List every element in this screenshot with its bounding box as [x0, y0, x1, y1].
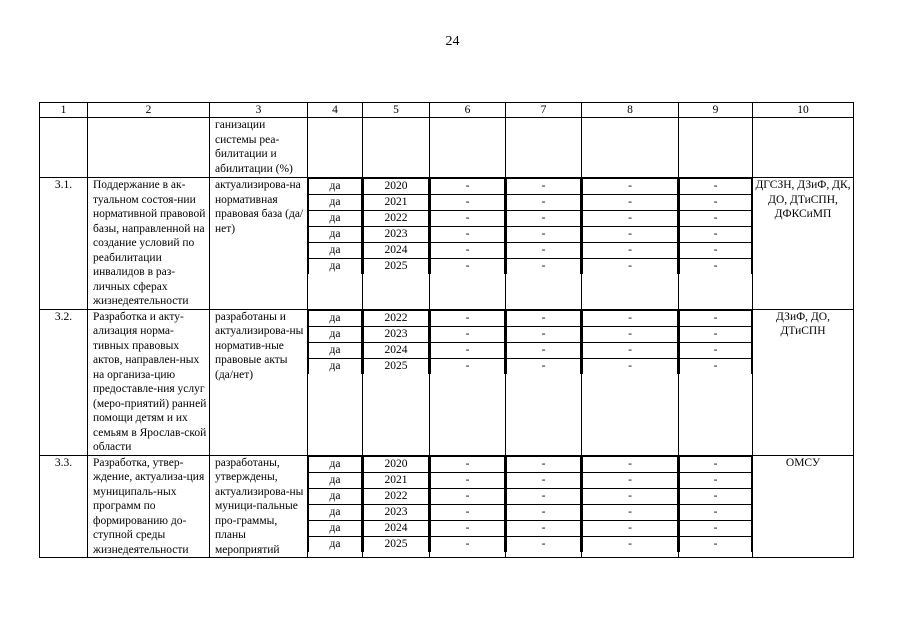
year-line	[583, 195, 678, 211]
year-line	[507, 342, 581, 358]
column-header: 2	[88, 103, 210, 118]
year-line	[309, 195, 362, 211]
value-cell: -	[583, 179, 678, 195]
year-values	[363, 178, 429, 274]
indicator-cell: разработаны, утверждены, актуализирова-ны муници-пальные про-граммы, планы мероприятий	[210, 455, 308, 558]
year-line	[309, 310, 362, 326]
year-line	[507, 472, 581, 488]
value-cell: -	[431, 179, 505, 195]
year-line	[583, 259, 678, 275]
year-line	[431, 179, 505, 195]
value-cell: -	[431, 243, 505, 259]
executors-cell: ОМСУ	[753, 455, 854, 558]
value-cell: -	[680, 456, 752, 472]
year-line	[309, 326, 362, 342]
year-values-column	[506, 455, 582, 558]
year-line	[680, 520, 752, 536]
year-values	[308, 178, 362, 274]
value-cell: 2023	[364, 504, 429, 520]
year-line	[680, 310, 752, 326]
year-values-column	[430, 455, 506, 558]
year-line	[431, 504, 505, 520]
value-cell: -	[507, 488, 581, 504]
year-line	[364, 259, 429, 275]
value-cell: -	[680, 326, 752, 342]
year-line	[364, 310, 429, 326]
year-line	[507, 520, 581, 536]
column-header: 9	[679, 103, 753, 118]
year-line	[507, 243, 581, 259]
value-cell: 2022	[364, 488, 429, 504]
year-line	[583, 326, 678, 342]
column-header: 3	[210, 103, 308, 118]
year-line	[431, 456, 505, 472]
column-header: 1	[40, 103, 88, 118]
value-cell: 2023	[364, 326, 429, 342]
year-line	[583, 488, 678, 504]
value-cell: -	[680, 358, 752, 374]
value-cell: да	[309, 520, 362, 536]
year-line	[431, 342, 505, 358]
year-line	[431, 243, 505, 259]
value-cell: -	[431, 520, 505, 536]
year-line	[309, 504, 362, 520]
year-line	[507, 195, 581, 211]
year-line	[364, 342, 429, 358]
year-line	[431, 310, 505, 326]
year-line	[583, 536, 678, 552]
year-line	[309, 358, 362, 374]
header-row	[40, 103, 854, 118]
value-cell: -	[507, 259, 581, 275]
value-cell: -	[507, 358, 581, 374]
value-cell: 2022	[364, 211, 429, 227]
measure-row	[40, 455, 854, 558]
year-line	[583, 243, 678, 259]
column-header: 7	[506, 103, 582, 118]
year-line	[583, 358, 678, 374]
value-cell: -	[431, 259, 505, 275]
year-line	[680, 211, 752, 227]
year-line	[583, 472, 678, 488]
value-cell: -	[507, 504, 581, 520]
value-cell: -	[583, 456, 678, 472]
year-line	[364, 536, 429, 552]
value-cell: -	[583, 488, 678, 504]
year-line	[680, 259, 752, 275]
value-cell: 2025	[364, 259, 429, 275]
value-cell: -	[431, 326, 505, 342]
value-cell: -	[680, 310, 752, 326]
measure-name: Разработка и акту-ализация норма-тивных правовых актов, направлен-ных на организа-цию предоставле-ния услуг (меро-приятий) ранней помощи детям и их семьям в Ярослав-ской области	[88, 309, 210, 455]
year-line	[507, 310, 581, 326]
value-cell: -	[680, 195, 752, 211]
value-cell: -	[431, 195, 505, 211]
year-values-column	[363, 455, 430, 558]
year-values	[582, 310, 678, 374]
continuation-row	[40, 118, 854, 178]
year-line	[431, 358, 505, 374]
year-line	[364, 472, 429, 488]
value-cell: 2024	[364, 520, 429, 536]
value-cell: -	[680, 488, 752, 504]
value-cell: 2022	[364, 310, 429, 326]
value-cell: -	[583, 342, 678, 358]
year-values-column	[308, 178, 363, 310]
value-cell: да	[309, 536, 362, 552]
value-cell: -	[431, 358, 505, 374]
year-values-column	[430, 178, 506, 310]
year-line	[431, 211, 505, 227]
value-cell: да	[309, 342, 362, 358]
year-line	[680, 195, 752, 211]
value-cell: 2025	[364, 536, 429, 552]
value-cell: -	[507, 536, 581, 552]
year-values	[506, 456, 581, 552]
value-cell: -	[680, 179, 752, 195]
value-cell: -	[583, 536, 678, 552]
value-cell: 2021	[364, 472, 429, 488]
year-line	[680, 342, 752, 358]
measure-row	[40, 309, 854, 455]
year-line	[431, 326, 505, 342]
column-header: 4	[308, 103, 363, 118]
value-cell: -	[431, 536, 505, 552]
year-line	[309, 456, 362, 472]
value-cell: -	[680, 504, 752, 520]
year-line	[583, 310, 678, 326]
year-line	[507, 326, 581, 342]
year-line	[431, 472, 505, 488]
year-values-column	[308, 309, 363, 455]
year-line	[364, 243, 429, 259]
value-cell: -	[431, 342, 505, 358]
year-line	[507, 227, 581, 243]
value-cell: -	[680, 243, 752, 259]
value-cell: -	[583, 326, 678, 342]
value-cell: да	[309, 259, 362, 275]
year-values-column	[582, 309, 679, 455]
year-values-column	[363, 178, 430, 310]
value-cell: -	[507, 326, 581, 342]
value-cell: -	[507, 456, 581, 472]
value-cell: -	[583, 227, 678, 243]
year-line	[431, 195, 505, 211]
year-line	[583, 211, 678, 227]
year-line	[507, 179, 581, 195]
measures-table	[39, 102, 854, 558]
value-cell: -	[507, 472, 581, 488]
year-line	[680, 326, 752, 342]
year-values	[679, 456, 752, 552]
value-cell: да	[309, 227, 362, 243]
value-cell: да	[309, 504, 362, 520]
value-cell: да	[309, 472, 362, 488]
value-cell: 2020	[364, 179, 429, 195]
year-line	[309, 211, 362, 227]
year-line	[583, 520, 678, 536]
year-line	[431, 259, 505, 275]
year-line	[309, 342, 362, 358]
year-line	[364, 504, 429, 520]
year-line	[680, 456, 752, 472]
year-values	[308, 456, 362, 552]
value-cell: 2023	[364, 227, 429, 243]
value-cell: да	[309, 326, 362, 342]
year-line	[680, 536, 752, 552]
indicator-cell: разработаны и актуализирова-ны норматив-ные правовые акты (да/нет)	[210, 309, 308, 455]
year-line	[309, 520, 362, 536]
value-cell: -	[583, 310, 678, 326]
year-line	[309, 259, 362, 275]
year-line	[364, 211, 429, 227]
value-cell: -	[680, 520, 752, 536]
year-line	[507, 259, 581, 275]
measure-name: Разработка, утвер-ждение, актуализа-ция муниципаль-ных программ по формированию до-ступной среды жизнедеятельности	[88, 455, 210, 558]
year-line	[364, 326, 429, 342]
value-cell: -	[431, 310, 505, 326]
indicator-cell: актуализирова-на нормативная правовая база (да/нет)	[210, 178, 308, 310]
year-line	[583, 342, 678, 358]
column-header: 10	[753, 103, 854, 118]
value-cell: -	[680, 472, 752, 488]
value-cell: 2021	[364, 195, 429, 211]
year-values-column	[582, 455, 679, 558]
year-values	[506, 178, 581, 274]
year-line	[309, 488, 362, 504]
year-line	[583, 456, 678, 472]
value-cell: да	[309, 358, 362, 374]
measure-row	[40, 178, 854, 310]
value-cell: -	[507, 310, 581, 326]
value-cell: -	[507, 179, 581, 195]
year-line	[507, 504, 581, 520]
value-cell: да	[309, 211, 362, 227]
value-cell: -	[507, 243, 581, 259]
year-line	[507, 536, 581, 552]
value-cell: -	[507, 227, 581, 243]
year-line	[680, 179, 752, 195]
year-values-column	[308, 455, 363, 558]
value-cell: да	[309, 179, 362, 195]
year-line	[364, 488, 429, 504]
indicator-cell: ганизации системы реа-билитации и абилитации (%)	[210, 118, 308, 178]
value-cell: 2024	[364, 243, 429, 259]
year-line	[680, 488, 752, 504]
column-header: 6	[430, 103, 506, 118]
value-cell: 2025	[364, 358, 429, 374]
year-line	[680, 358, 752, 374]
year-line	[583, 179, 678, 195]
value-cell: -	[431, 227, 505, 243]
year-line	[364, 520, 429, 536]
year-values-column	[363, 309, 430, 455]
column-header: 5	[363, 103, 430, 118]
value-cell: да	[309, 310, 362, 326]
year-values	[506, 310, 581, 374]
year-line	[507, 211, 581, 227]
year-values-column	[582, 178, 679, 310]
column-header: 8	[582, 103, 679, 118]
value-cell: -	[680, 227, 752, 243]
year-values	[679, 178, 752, 274]
value-cell: да	[309, 195, 362, 211]
value-cell: -	[583, 195, 678, 211]
value-cell: -	[431, 472, 505, 488]
value-cell: -	[680, 536, 752, 552]
year-line	[309, 227, 362, 243]
year-line	[431, 520, 505, 536]
year-line	[309, 536, 362, 552]
year-values	[363, 456, 429, 552]
value-cell: -	[583, 211, 678, 227]
year-values	[430, 456, 505, 552]
value-cell: -	[431, 504, 505, 520]
year-values	[582, 178, 678, 274]
year-line	[583, 227, 678, 243]
value-cell: -	[583, 472, 678, 488]
value-cell: да	[309, 243, 362, 259]
year-line	[680, 504, 752, 520]
value-cell: -	[507, 211, 581, 227]
year-line	[680, 472, 752, 488]
value-cell: 2020	[364, 456, 429, 472]
value-cell: -	[431, 211, 505, 227]
year-line	[431, 536, 505, 552]
year-line	[364, 456, 429, 472]
year-values-column	[506, 178, 582, 310]
executors-cell: ДГСЗН, ДЗиФ, ДК, ДО, ДТиСПН, ДФКСиМП	[753, 178, 854, 310]
year-line	[309, 472, 362, 488]
value-cell: -	[583, 520, 678, 536]
year-line	[364, 179, 429, 195]
year-values	[363, 310, 429, 374]
year-values-column	[679, 455, 753, 558]
value-cell: -	[431, 456, 505, 472]
value-cell: -	[507, 342, 581, 358]
year-values	[679, 310, 752, 374]
year-values-column	[679, 178, 753, 310]
value-cell: -	[583, 243, 678, 259]
year-values	[430, 310, 505, 374]
year-line	[507, 488, 581, 504]
year-line	[431, 227, 505, 243]
page-number: 24	[445, 34, 460, 49]
year-values	[308, 310, 362, 374]
year-line	[364, 195, 429, 211]
year-values-column	[679, 309, 753, 455]
year-line	[309, 179, 362, 195]
year-line	[431, 488, 505, 504]
value-cell: 2024	[364, 342, 429, 358]
year-line	[680, 227, 752, 243]
measure-number: 3.1.	[40, 178, 88, 310]
year-line	[364, 358, 429, 374]
value-cell: -	[583, 259, 678, 275]
value-cell: -	[680, 342, 752, 358]
value-cell: -	[680, 211, 752, 227]
year-line	[309, 243, 362, 259]
measure-name: Поддержание в ак-туальном состоя-нии нормативной правовой базы, направленной на создание условий по реабилитации инвалидов в раз-личных сферах жизнедеятельности	[88, 178, 210, 310]
year-line	[507, 358, 581, 374]
year-values	[582, 456, 678, 552]
value-cell: -	[507, 520, 581, 536]
year-values-column	[506, 309, 582, 455]
value-cell: -	[431, 488, 505, 504]
year-values-column	[430, 309, 506, 455]
value-cell: -	[680, 259, 752, 275]
year-line	[680, 243, 752, 259]
value-cell: -	[507, 195, 581, 211]
measure-number: 3.3.	[40, 455, 88, 558]
year-values	[430, 178, 505, 274]
measure-number: 3.2.	[40, 309, 88, 455]
year-line	[507, 456, 581, 472]
value-cell: -	[583, 504, 678, 520]
value-cell: да	[309, 456, 362, 472]
year-line	[583, 504, 678, 520]
year-line	[364, 227, 429, 243]
value-cell: -	[583, 358, 678, 374]
value-cell: да	[309, 488, 362, 504]
executors-cell: ДЗиФ, ДО, ДТиСПН	[753, 309, 854, 455]
